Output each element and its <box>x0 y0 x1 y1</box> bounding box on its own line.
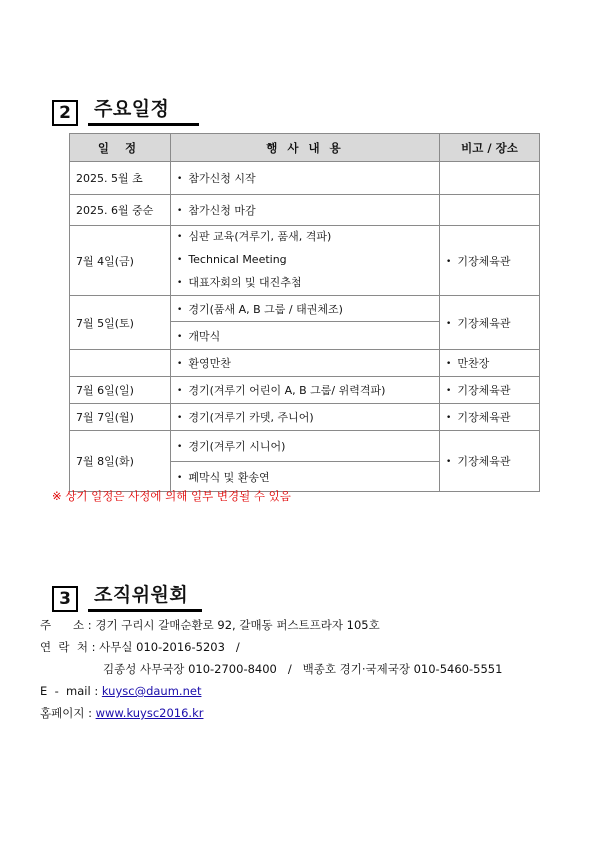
row-event <box>171 431 440 462</box>
row-place-text: • 기장체육관 <box>446 455 510 468</box>
section-heading-committee <box>52 580 202 612</box>
row-event-text: • 심판 교육(겨루기, 품새, 격파) <box>177 230 331 243</box>
row-place-text: • 기장체육관 <box>446 255 510 268</box>
section-title: 주요일정 <box>88 94 199 126</box>
table-row <box>70 296 540 322</box>
section-heading-schedule <box>52 94 199 126</box>
row-event <box>171 226 440 296</box>
row-event <box>171 195 440 226</box>
row-date: 2025. 5월 초 <box>70 162 171 195</box>
row-event-text: • 경기(겨루기 카뎃, 주니어) <box>177 411 314 424</box>
row-event <box>171 296 440 322</box>
row-date: 7월 4일(금) <box>70 226 171 296</box>
phone-label: 연 락 처 : <box>40 640 100 654</box>
row-place <box>440 404 540 431</box>
row-place <box>440 377 540 404</box>
row-place <box>440 162 540 195</box>
row-event <box>171 322 440 350</box>
section-number: 2 <box>52 100 78 126</box>
header-event: 행 사 내 용 <box>171 134 440 162</box>
email-label: E - mail : <box>40 684 102 698</box>
section-title: 조직위원회 <box>88 580 202 612</box>
row-event-text: • 참가신청 마감 <box>177 204 256 217</box>
row-date: 7월 8일(화) <box>70 431 171 492</box>
phone-office: 사무실 010-2016-5203 / <box>99 640 240 654</box>
row-date: 2025. 6월 중순 <box>70 195 171 226</box>
row-event <box>171 162 440 195</box>
table-row <box>70 162 540 195</box>
row-event-text: • 경기(겨루기 어린이 A, B 그룹/ 위력격파) <box>177 384 385 397</box>
address-value: 경기 구리시 갈매순환로 92, 갈매동 퍼스트프라자 105호 <box>95 618 380 632</box>
row-place-text: • 만찬장 <box>446 357 489 370</box>
row-event <box>171 404 440 431</box>
row-date: 7월 5일(토) <box>70 296 171 350</box>
schedule-change-note: ※ 상기 일정은 사정에 의해 일부 변경될 수 있음 <box>52 489 291 503</box>
row-place-text: • 기장체육관 <box>446 317 510 330</box>
schedule-table <box>69 133 540 492</box>
row-event-text: • 경기(겨루기 시니어) <box>177 440 285 453</box>
table-row <box>70 226 540 296</box>
header-place: 비고 / 장소 <box>440 134 540 162</box>
table-header-row <box>70 134 540 162</box>
homepage-link[interactable]: www.kuysc2016.kr <box>95 706 204 720</box>
row-event-text: • 참가신청 시작 <box>177 172 256 185</box>
row-event-text: • 개막식 <box>177 330 220 343</box>
row-place <box>440 431 540 492</box>
header-date: 일 정 <box>70 134 171 162</box>
row-place-text: • 기장체육관 <box>446 411 510 424</box>
email-line <box>40 684 201 698</box>
address-line <box>40 618 380 632</box>
email-link[interactable]: kuysc@daum.net <box>101 684 202 698</box>
table-row <box>70 404 540 431</box>
row-place <box>440 296 540 350</box>
row-event <box>171 462 440 492</box>
table-row <box>70 377 540 404</box>
row-date: 7월 7일(월) <box>70 404 171 431</box>
phone-line-2: 김종성 사무국장 010-2700-8400 / 백종호 경기·국제국장 010-5460-5551 <box>103 662 503 676</box>
row-event-text: • 경기(품새 A, B 그룹 / 태권체조) <box>177 303 343 316</box>
row-event-text: • 폐막식 및 환송연 <box>177 471 270 484</box>
row-event <box>171 350 440 377</box>
table-row <box>70 431 540 462</box>
table-row <box>70 350 540 377</box>
phone-line <box>40 640 240 654</box>
row-date: 7월 6일(일) <box>70 377 171 404</box>
table-row <box>70 195 540 226</box>
row-place <box>440 226 540 296</box>
row-place-text: • 기장체육관 <box>446 384 510 397</box>
row-event-text: • 대표자회의 및 대진추첨 <box>177 276 302 289</box>
row-event-text: • Technical Meeting <box>177 253 287 266</box>
row-event <box>171 377 440 404</box>
row-place <box>440 195 540 226</box>
row-date-cont <box>70 350 171 377</box>
address-label: 주 소 : <box>40 618 96 632</box>
row-place <box>440 350 540 377</box>
section-number: 3 <box>52 586 78 612</box>
homepage-label: 홈페이지 : <box>40 706 96 720</box>
homepage-line <box>40 706 203 720</box>
row-event-text: • 환영만찬 <box>177 357 231 370</box>
